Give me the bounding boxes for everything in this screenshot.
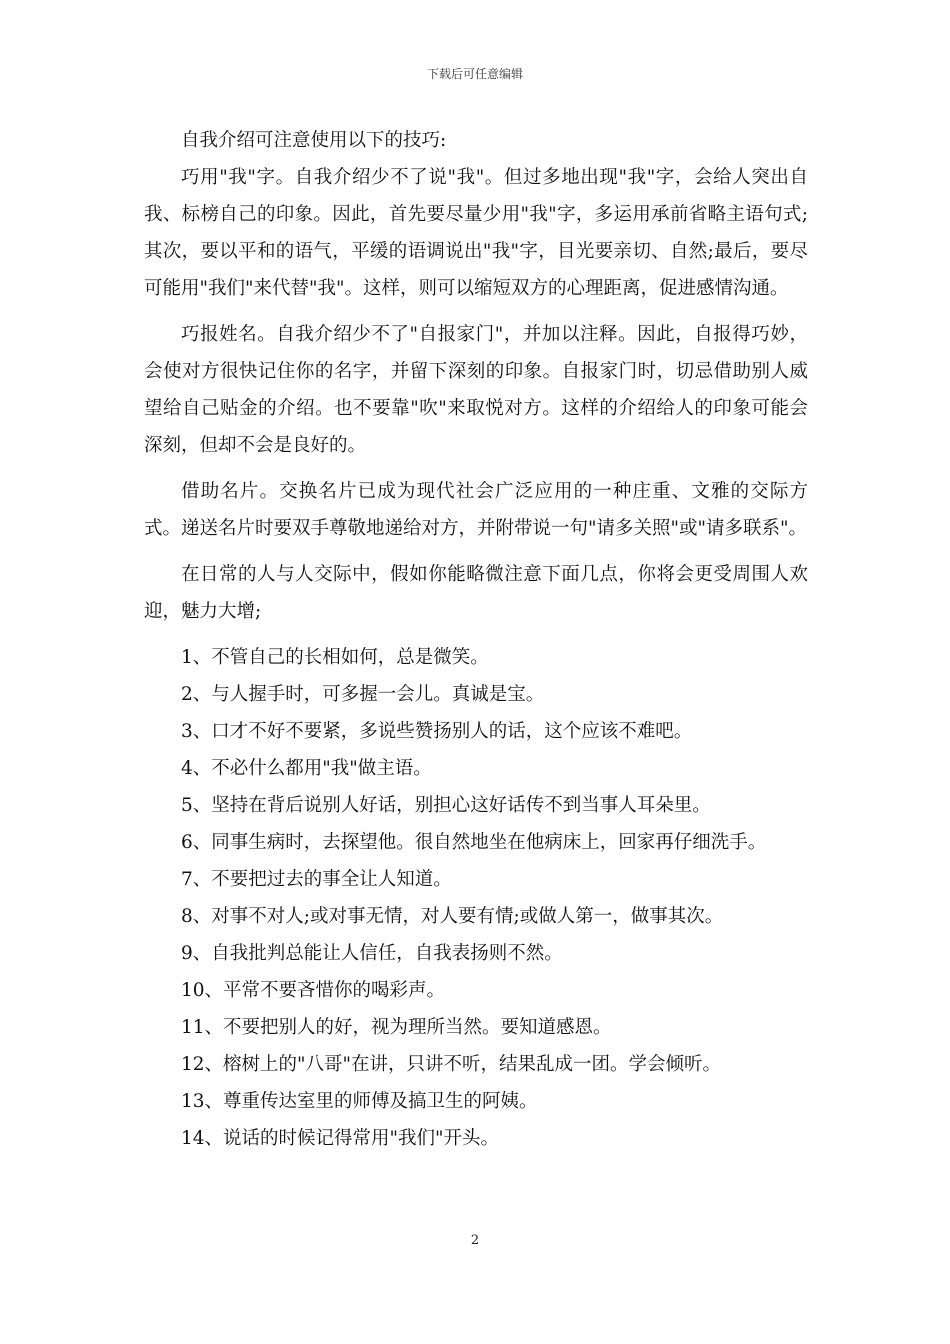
list-item: 4、不必什么都用"我"做主语。 xyxy=(181,758,432,779)
paragraph-business-card: 借助名片。交换名片已成为现代社会广泛应用的一种庄重、文雅的交际方式。递送名片时要双手尊敬地递给对方，并附带说一句"请多关照"或"请多联系"。 xyxy=(144,481,808,539)
paragraph-report-name: 巧报姓名。自我介绍少不了"自报家门"，并加以注释。因此，自报得巧妙，会使对方很快记住你的名字，并留下深刻的印象。自报家门时，切忌借助别人威望给自己贴金的介绍。也不要靠"吹"来取悦对方。这样的介绍给人的印象可能会深刻，但却不会是良好的。 xyxy=(144,324,808,456)
document-body xyxy=(144,122,808,1157)
list-item: 6、同事生病时，去探望他。很自然地坐在他病床上，回家再仔细洗手。 xyxy=(181,832,767,853)
list-item: 2、与人握手时，可多握一会儿。真诚是宝。 xyxy=(181,684,545,705)
tips-list xyxy=(144,639,808,1157)
list-item: 5、坚持在背后说别人好话，别担心这好话传不到当事人耳朵里。 xyxy=(181,795,711,816)
list-item: 7、不要把过去的事全让人知道。 xyxy=(181,869,452,890)
paragraph-daily-tips-intro: 在日常的人与人交际中，假如你能略微注意下面几点，你将会更受周围人欢迎，魅力大增; xyxy=(144,564,808,622)
paragraph-use-wo: 巧用"我"字。自我介绍少不了说"我"。但过多地出现"我"字，会给人突出自我、标榜自己的印象。因此，首先要尽量少用"我"字，多运用承前省略主语句式;其次，要以平和的语气，平缓的语调说出"我"字，目光要亲切、自然;最后，要尽可能用"我们"来代替"我"。这样，则可以缩短双方的心理距离，促进感情沟通。 xyxy=(144,167,808,299)
list-item: 9、自我批判总能让人信任，自我表扬则不然。 xyxy=(181,943,563,964)
list-item: 10、平常不要吝惜你的喝彩声。 xyxy=(181,980,446,1001)
list-item: 8、对事不对人;或对事无情，对人要有情;或做人第一，做事其次。 xyxy=(181,906,724,927)
paragraph-intro: 自我介绍可注意使用以下的技巧: xyxy=(181,130,447,151)
page-number: 2 xyxy=(470,1233,480,1248)
page-header: 下载后可任意编辑 xyxy=(426,67,523,81)
list-item: 14、说话的时候记得常用"我们"开头。 xyxy=(181,1128,500,1149)
list-item: 11、不要把别人的好，视为理所当然。要知道感恩。 xyxy=(181,1017,612,1038)
list-item: 3、口才不好不要紧，多说些赞扬别人的话，这个应该不难吧。 xyxy=(181,721,693,742)
list-item: 12、榕树上的"八哥"在讲，只讲不听，结果乱成一团。学会倾听。 xyxy=(181,1054,722,1075)
list-item: 1、不管自己的长相如何，总是微笑。 xyxy=(181,647,489,668)
list-item: 13、尊重传达室里的师傅及搞卫生的阿姨。 xyxy=(181,1091,538,1112)
